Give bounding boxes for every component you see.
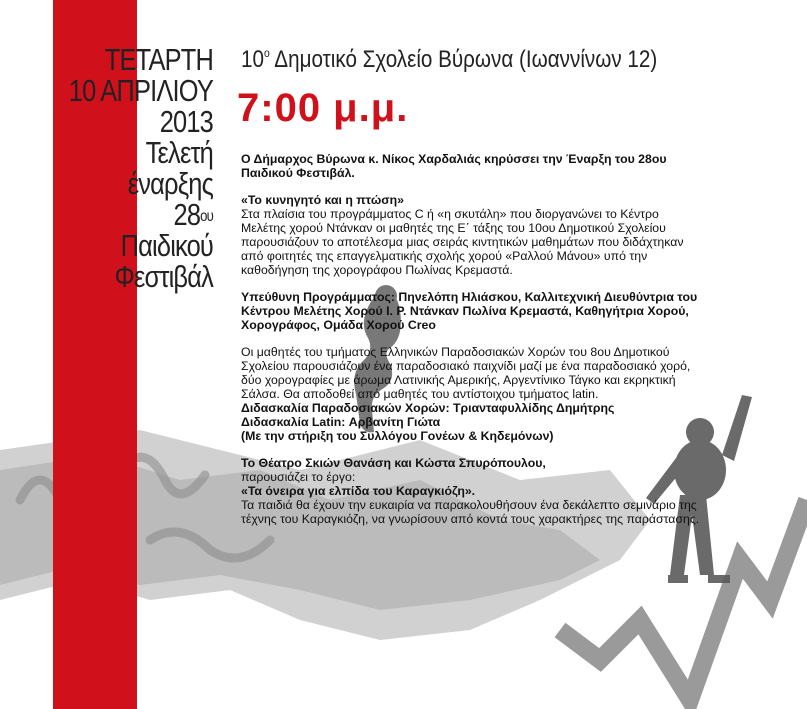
shadow-theatre-intro: Το Θέατρο Σκιών Θανάση και Κώστα Σπυρόπουλου, [241, 456, 546, 470]
edition-suffix: ου [200, 208, 213, 225]
shadow-theatre-body: Τα παιδιά θα έχουν την ευκαιρία να παρακολουθήσουν ένα δεκάλεπτο σεμινάριο της τέχνης του Καραγκιόζη, να γνωρίσουν από κοντά τους χαρακτήρες της παράστασης. [241, 498, 700, 526]
section-traditional [241, 345, 701, 443]
section-traditional-body: Οι μαθητές του τμήματος Ελληνικών Παραδοσιακών Χορών του 8ου Δημοτικού Σχολείου παρουσιάζουν ένα παραδοσιακό παιχνίδι μαζί με ένα παραδοσιακό χορό, δύο χορογραφίες με άρωμα Λατινικής Αμερικής, Αργεντίνικο Τάγκο και εκρηκτική Σάλσα. Θα αποδοθεί από μαθητές του αντίστοιχου τμήματος latin. [241, 345, 691, 401]
program-text [241, 152, 701, 539]
title-line-opening: έναρξης [127, 166, 213, 201]
shadow-theatre-title: «Τα όνειρα για ελπίδα του Καραγκιόζη». [241, 484, 476, 498]
shadow-theatre-presents: παρουσιάζει το έργο: [241, 470, 356, 484]
title-line-festival: Φεστιβάλ [114, 259, 213, 294]
section-kynigito [241, 193, 701, 277]
venue-text: Δημοτικό Σχολείο Βύρωνα (Ιωαννίνων 12) [269, 46, 658, 73]
teacher-latin: Διδασκαλία Latin: Αρβανίτη Γιώτα [241, 415, 441, 429]
edition-number: 28 [173, 197, 201, 232]
title-line-edition [38, 199, 213, 230]
date: 10 ΑΠΡΙΛΙΟΥ [68, 73, 213, 108]
event-date-title [0, 44, 213, 292]
section-kynigito-credits: Υπεύθυνη Προγράμματος: Πηνελόπη Ηλιάσκου, Καλλιτεχνική Διευθύντρια του Κέντρου Μελέτης Χορού Ι. Ρ. Ντάνκαν Πωλίνα Κρεμαστά, Καθηγήτρια Χορού, Χορογράφος, Ομάδα Χορού Creo [241, 290, 698, 332]
teacher-traditional: Διδασκαλία Παραδοσιακών Χορών: Τριανταφυλλίδης Δημήτρης [241, 401, 615, 415]
title-line-childrens: Παιδικού [120, 228, 213, 263]
intro-paragraph: Ο Δήμαρχος Βύρωνα κ. Νίκος Χαρδαλιάς κηρύσσει την Έναρξη του 28ου Παιδικού Φεστιβάλ. [241, 152, 667, 180]
title-line-ceremony: Τελετή [145, 135, 213, 170]
support-note: (Με την στήριξη του Συλλόγου Γονέων & Κηδεμόνων) [241, 429, 554, 443]
venue [241, 46, 657, 74]
year: 2013 [159, 104, 213, 139]
venue-number: 10 [241, 46, 264, 73]
venue-number-suffix: ο [263, 46, 270, 60]
section-shadow-theatre [241, 456, 701, 526]
weekday: ΤΕΤΑΡΤΗ [104, 42, 213, 77]
section-kynigito-body: Στα πλαίσια του προγράμματος C ή «η σκυτάλη» που διοργανώνει το Κέντρο Μελέτης χορού Ντάνκαν οι μαθητές της Ε΄ τάξης του 10ου Δημοτικού Σχολείου παρουσιάζουν το αποτέλεσμα μιας σειράς κιντητικών μαθημάτων που διδάχτηκαν από φοιτητές της επαγγελματικής σχολής χορού «Ραλλού Μάνου» υπό την καθοδήγηση της χορογράφου Πωλίνας Κρεμαστά. [241, 207, 684, 277]
event-time: 7:00 μ.μ. [237, 86, 409, 130]
section-kynigito-title: «Το κυνηγητό και η πτώση» [241, 193, 404, 207]
